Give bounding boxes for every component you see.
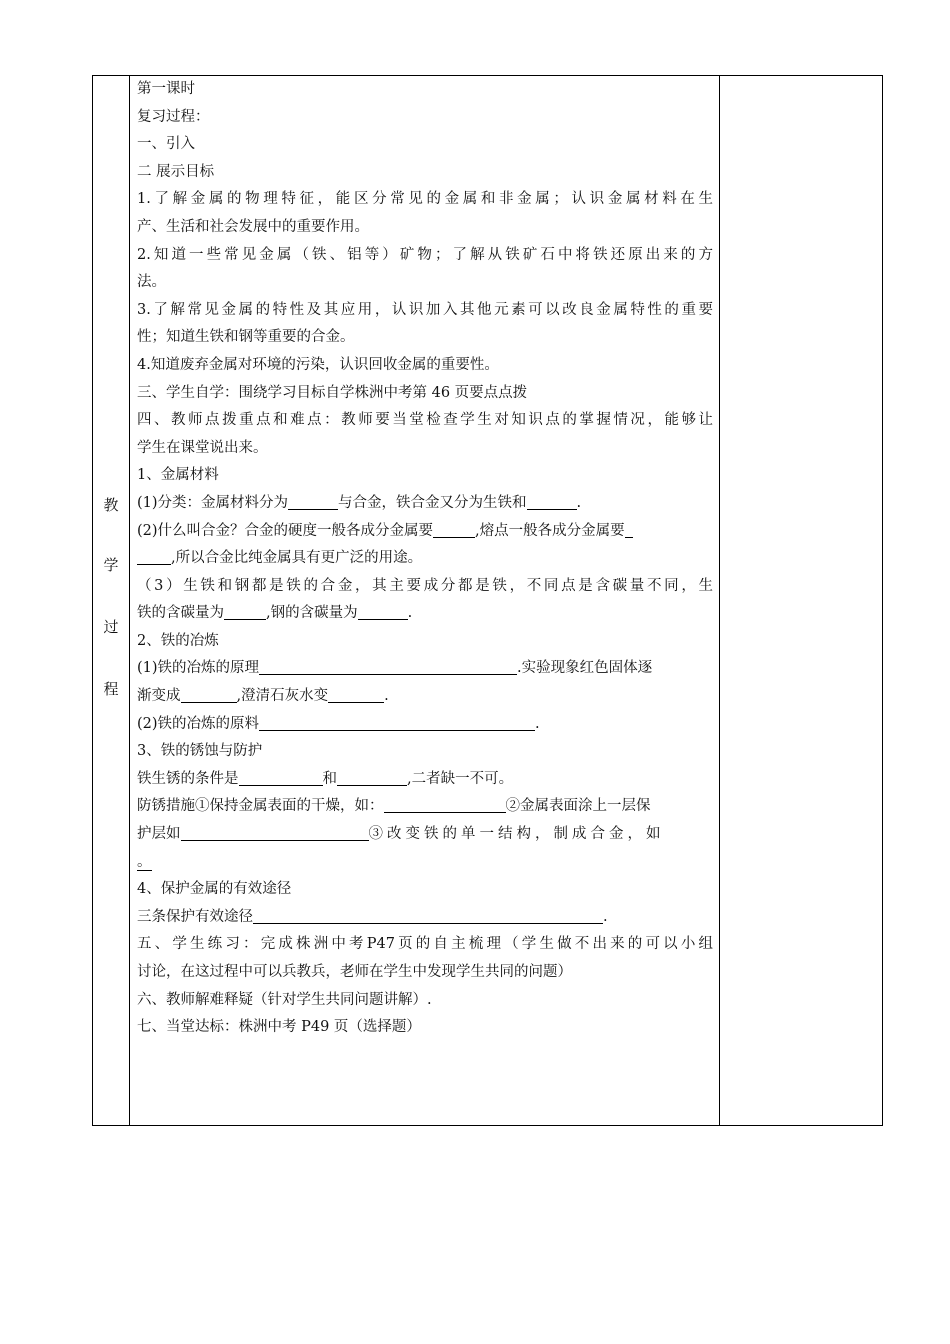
answer-blank[interactable] xyxy=(358,603,408,620)
fill-in-line xyxy=(137,655,713,683)
answer-blank[interactable] xyxy=(253,907,603,924)
answer-blank[interactable] xyxy=(259,714,535,731)
text-segment: ,二者缺一不可。 xyxy=(407,770,514,787)
text-segment: . xyxy=(535,715,540,732)
answer-blank[interactable] xyxy=(259,658,517,675)
fill-in-line xyxy=(137,849,713,877)
answer-blank[interactable] xyxy=(137,548,171,565)
text-segment: 铁生锈的条件是 xyxy=(137,770,239,787)
text-segment: ,所以合金比纯金属具有更广泛的用途。 xyxy=(171,550,423,567)
fill-in-line xyxy=(137,490,713,518)
text-segment: . xyxy=(384,688,389,705)
fill-in-line xyxy=(137,683,713,711)
text-segment: 铁的含碳量为 xyxy=(137,605,224,622)
text-segment: 和 xyxy=(322,770,337,787)
lesson-heading: 第一课时 xyxy=(137,81,195,97)
fill-in-line xyxy=(137,793,713,821)
objective-line: 4.知道废弃金属对环境的污染，认识回收金属的重要性。 xyxy=(137,356,499,373)
text-segment: ,熔点一般各成分金属要 xyxy=(475,522,625,539)
text-segment: 与合金，铁合金又分为生铁和 xyxy=(338,494,527,511)
objective-line: 产、生活和社会发展中的重要作用。 xyxy=(137,218,369,235)
text-segment: 防锈措施①保持金属表面的干燥，如： xyxy=(137,798,384,815)
topic-heading: 4、保护金属的有效途径 xyxy=(137,881,292,898)
text-segment: . xyxy=(576,494,582,511)
text-segment: (1)分类：金属材料分为 xyxy=(137,494,289,511)
text-segment: ②金属表面涂上一层保 xyxy=(505,798,651,815)
text-segment: ,钢的含碳量为 xyxy=(266,605,358,622)
answer-blank[interactable] xyxy=(625,521,633,538)
side-label-char: 程 xyxy=(103,680,119,698)
text-segment: ③改变铁的单一结构，制成合金，如 xyxy=(368,826,665,843)
side-label-column xyxy=(93,76,129,1125)
text-segment: (2)什么叫合金？合金的硬度一般各成分金属要 xyxy=(137,522,434,539)
answer-blank[interactable] xyxy=(181,824,369,841)
text-segment: 。 xyxy=(137,853,152,870)
fill-in-line xyxy=(137,600,713,628)
answer-blank[interactable] xyxy=(181,686,237,703)
text-segment: 三条保护有效途径 xyxy=(137,908,253,925)
answer-blank[interactable] xyxy=(239,769,323,786)
text-segment: . xyxy=(407,605,413,622)
column-divider-right xyxy=(719,76,720,1125)
objective-line: 法。 xyxy=(137,274,166,291)
objective-line: 1.了解金属的物理特征，能区分常见的金属和非金属；认识金属材料在生 xyxy=(137,191,713,208)
side-label-char: 教 xyxy=(103,496,119,514)
text-segment: ,澄清石灰水变 xyxy=(236,688,329,705)
objective-line: 3.了解常见金属的特性及其应用，认识加入其他元素可以改良金属特性的重要 xyxy=(137,301,713,318)
text-segment: . xyxy=(603,908,608,925)
side-label-char: 过 xyxy=(103,618,119,636)
section-heading: 三、学生自学：围绕学习目标自学株洲中考第 46 页要点点拨 xyxy=(137,384,528,401)
objective-line: 2.知道一些常见金属（铁、铝等）矿物；了解从铁矿石中将铁还原出来的方 xyxy=(137,246,713,263)
lesson-content xyxy=(137,76,713,1042)
lesson-table xyxy=(92,75,883,1126)
body-line: 学生在课堂说出来。 xyxy=(137,439,268,456)
body-line: 讨论，在这过程中可以兵教兵，老师在学生中发现学生共同的问题） xyxy=(137,964,572,980)
topic-heading: 3、铁的锈蚀与防护 xyxy=(137,743,263,760)
answer-blank[interactable] xyxy=(328,686,384,703)
side-label-char: 学 xyxy=(103,556,119,574)
text-segment: 渐变成 xyxy=(137,688,181,705)
fill-in-line xyxy=(137,766,713,794)
fill-in-line xyxy=(137,545,713,573)
text-segment: .实验现象红色固体逐 xyxy=(517,660,653,677)
column-divider-left xyxy=(129,76,130,1125)
answer-blank[interactable] xyxy=(384,796,506,813)
section-heading: 六、教师解难释疑（针对学生共同问题讲解）. xyxy=(137,991,432,1008)
text-segment: 护层如 xyxy=(137,826,181,843)
answer-blank[interactable] xyxy=(288,493,338,510)
section-heading: 一、引入 xyxy=(137,136,195,153)
section-heading: 复习过程： xyxy=(137,108,210,125)
fill-in-line xyxy=(137,904,713,932)
body-line: （3）生铁和钢都是铁的合金，其主要成分都是铁，不同点是含碳量不同，生 xyxy=(137,577,713,594)
fill-in-line xyxy=(137,518,713,546)
answer-blank[interactable] xyxy=(527,493,577,510)
fill-in-line xyxy=(137,711,713,739)
topic-heading: 1、金属材料 xyxy=(137,467,219,484)
text-segment: (1)铁的冶炼的原理 xyxy=(137,660,260,677)
answer-blank[interactable] xyxy=(224,603,266,620)
fill-in-line xyxy=(137,821,713,849)
objective-line: 性；知道生铁和钢等重要的合金。 xyxy=(137,329,355,346)
text-segment: (2)铁的冶炼的原料 xyxy=(137,715,260,732)
section-heading: 七、当堂达标：株洲中考 P49 页（选择题） xyxy=(137,1019,421,1036)
section-heading: 二 展示目标 xyxy=(137,163,215,180)
answer-blank[interactable] xyxy=(337,769,407,786)
topic-heading: 2、铁的冶炼 xyxy=(137,632,219,649)
answer-blank[interactable] xyxy=(433,521,475,538)
section-heading: 五、学生练习：完成株洲中考P47页的自主梳理（学生做不出来的可以小组 xyxy=(137,936,713,953)
body-line: 四、教师点拨重点和难点：教师要当堂检查学生对知识点的掌握情况，能够让 xyxy=(137,412,713,429)
